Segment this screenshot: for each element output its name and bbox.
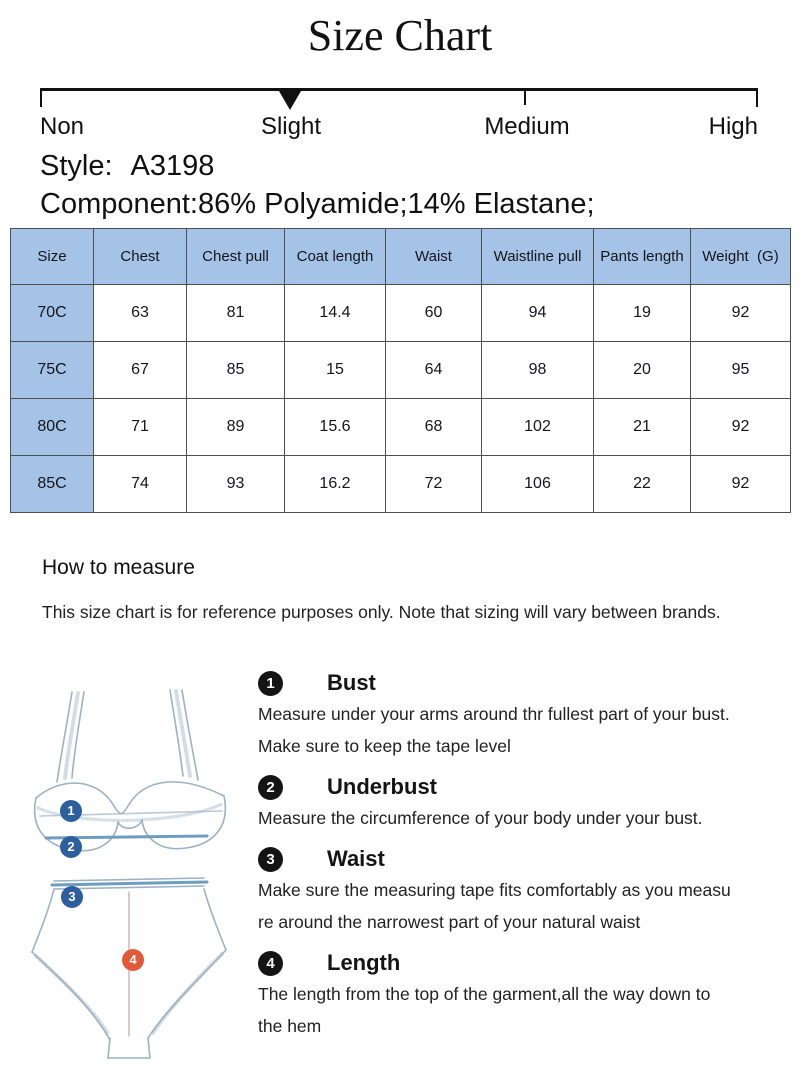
scale-tick-medium — [524, 88, 526, 105]
step-number-badge: 4 — [258, 951, 283, 976]
style-label: Style: — [40, 150, 113, 182]
table-header-cell: Chest pull — [187, 229, 285, 285]
step-description: Make sure the measuring tape fits comfortably as you measu — [258, 880, 731, 900]
scale-tick-left — [40, 88, 42, 107]
step-title: Length — [327, 950, 401, 975]
table-cell: 92 — [691, 285, 791, 342]
howto-heading: How to measure — [42, 556, 195, 579]
scale-label-slight: Slight — [260, 113, 322, 140]
table-cell: 19 — [594, 285, 691, 342]
step-header — [258, 846, 793, 872]
step-header — [258, 774, 793, 800]
scale-line — [40, 88, 758, 91]
step-description: The length from the top of the garment,all the way down to — [258, 984, 711, 1004]
table-cell: 93 — [187, 456, 285, 513]
table-row — [11, 342, 791, 399]
table-header-cell: Chest — [94, 229, 187, 285]
size-table — [10, 228, 790, 513]
step-title: Bust — [327, 670, 376, 695]
howto-note: This size chart is for reference purposes only. Note that sizing will vary between brands. — [42, 602, 721, 622]
scale-pointer-icon — [279, 91, 301, 110]
step-waist — [258, 846, 793, 938]
table-header-cell: Waist — [386, 229, 482, 285]
step-description: Measure under your arms around thr fullest part of your bust. — [258, 704, 730, 724]
step-title: Waist — [327, 846, 385, 871]
table-cell: 22 — [594, 456, 691, 513]
table-cell: 67 — [94, 342, 187, 399]
table-header-cell: Size — [11, 229, 94, 285]
step-header — [258, 950, 793, 976]
step-number-badge: 3 — [258, 847, 283, 872]
table-header-cell: Weight (G) — [691, 229, 791, 285]
table-cell: 21 — [594, 399, 691, 456]
marker-length: 4 — [122, 949, 144, 971]
table-cell-size: 85C — [11, 456, 94, 513]
scale-tick-right — [756, 88, 758, 107]
table-cell: 64 — [386, 342, 482, 399]
scale-label-medium: Medium — [484, 113, 570, 140]
marker-bust: 1 — [60, 800, 82, 822]
table-cell: 68 — [386, 399, 482, 456]
table-header-cell: Pants length — [594, 229, 691, 285]
table-cell: 81 — [187, 285, 285, 342]
step-length — [258, 950, 793, 1042]
table-row — [11, 456, 791, 513]
table-row — [11, 399, 791, 456]
table-cell: 15.6 — [285, 399, 386, 456]
step-number-badge: 2 — [258, 775, 283, 800]
table-cell: 63 — [94, 285, 187, 342]
table-cell-size: 70C — [11, 285, 94, 342]
table-cell: 71 — [94, 399, 187, 456]
step-description: Measure the circumference of your body under your bust. — [258, 808, 703, 828]
table-cell: 74 — [94, 456, 187, 513]
step-header — [258, 670, 793, 696]
page-title: Size Chart — [307, 11, 493, 60]
step-number-badge: 1 — [258, 671, 283, 696]
table-cell: 94 — [482, 285, 594, 342]
table-cell: 98 — [482, 342, 594, 399]
table-header-row — [11, 229, 791, 285]
style-value: A3198 — [130, 150, 215, 182]
scale-label-non: Non — [40, 113, 85, 140]
style-line — [40, 150, 214, 183]
table-cell: 85 — [187, 342, 285, 399]
table-cell: 72 — [386, 456, 482, 513]
table-row — [11, 285, 791, 342]
table-header-cell: Coat length — [285, 229, 386, 285]
table-cell: 92 — [691, 456, 791, 513]
measure-steps — [258, 670, 793, 1042]
table-cell: 15 — [285, 342, 386, 399]
step-underbust — [258, 774, 793, 834]
step-bust — [258, 670, 793, 762]
table-cell: 102 — [482, 399, 594, 456]
lingerie-illustration — [10, 668, 255, 1063]
step-description: re around the narrowest part of your natural waist — [258, 912, 641, 932]
step-description: the hem — [258, 1016, 322, 1036]
table-cell: 95 — [691, 342, 791, 399]
table-cell-size: 75C — [11, 342, 94, 399]
table-cell: 16.2 — [285, 456, 386, 513]
table-cell: 106 — [482, 456, 594, 513]
step-title: Underbust — [327, 774, 437, 799]
component-line: Component:86% Polyamide;14% Elastane; — [40, 188, 595, 220]
marker-underbust: 2 — [60, 836, 82, 858]
table-cell: 92 — [691, 399, 791, 456]
table-cell-size: 80C — [11, 399, 94, 456]
table-cell: 60 — [386, 285, 482, 342]
table-header-cell: Waistline pull — [482, 229, 594, 285]
table-cell: 89 — [187, 399, 285, 456]
table-cell: 20 — [594, 342, 691, 399]
table-cell: 14.4 — [285, 285, 386, 342]
step-description: Make sure to keep the tape level — [258, 736, 511, 756]
lingerie-drawing-icon — [10, 668, 255, 1063]
marker-waist: 3 — [61, 886, 83, 908]
scale-label-high: High — [708, 113, 758, 140]
